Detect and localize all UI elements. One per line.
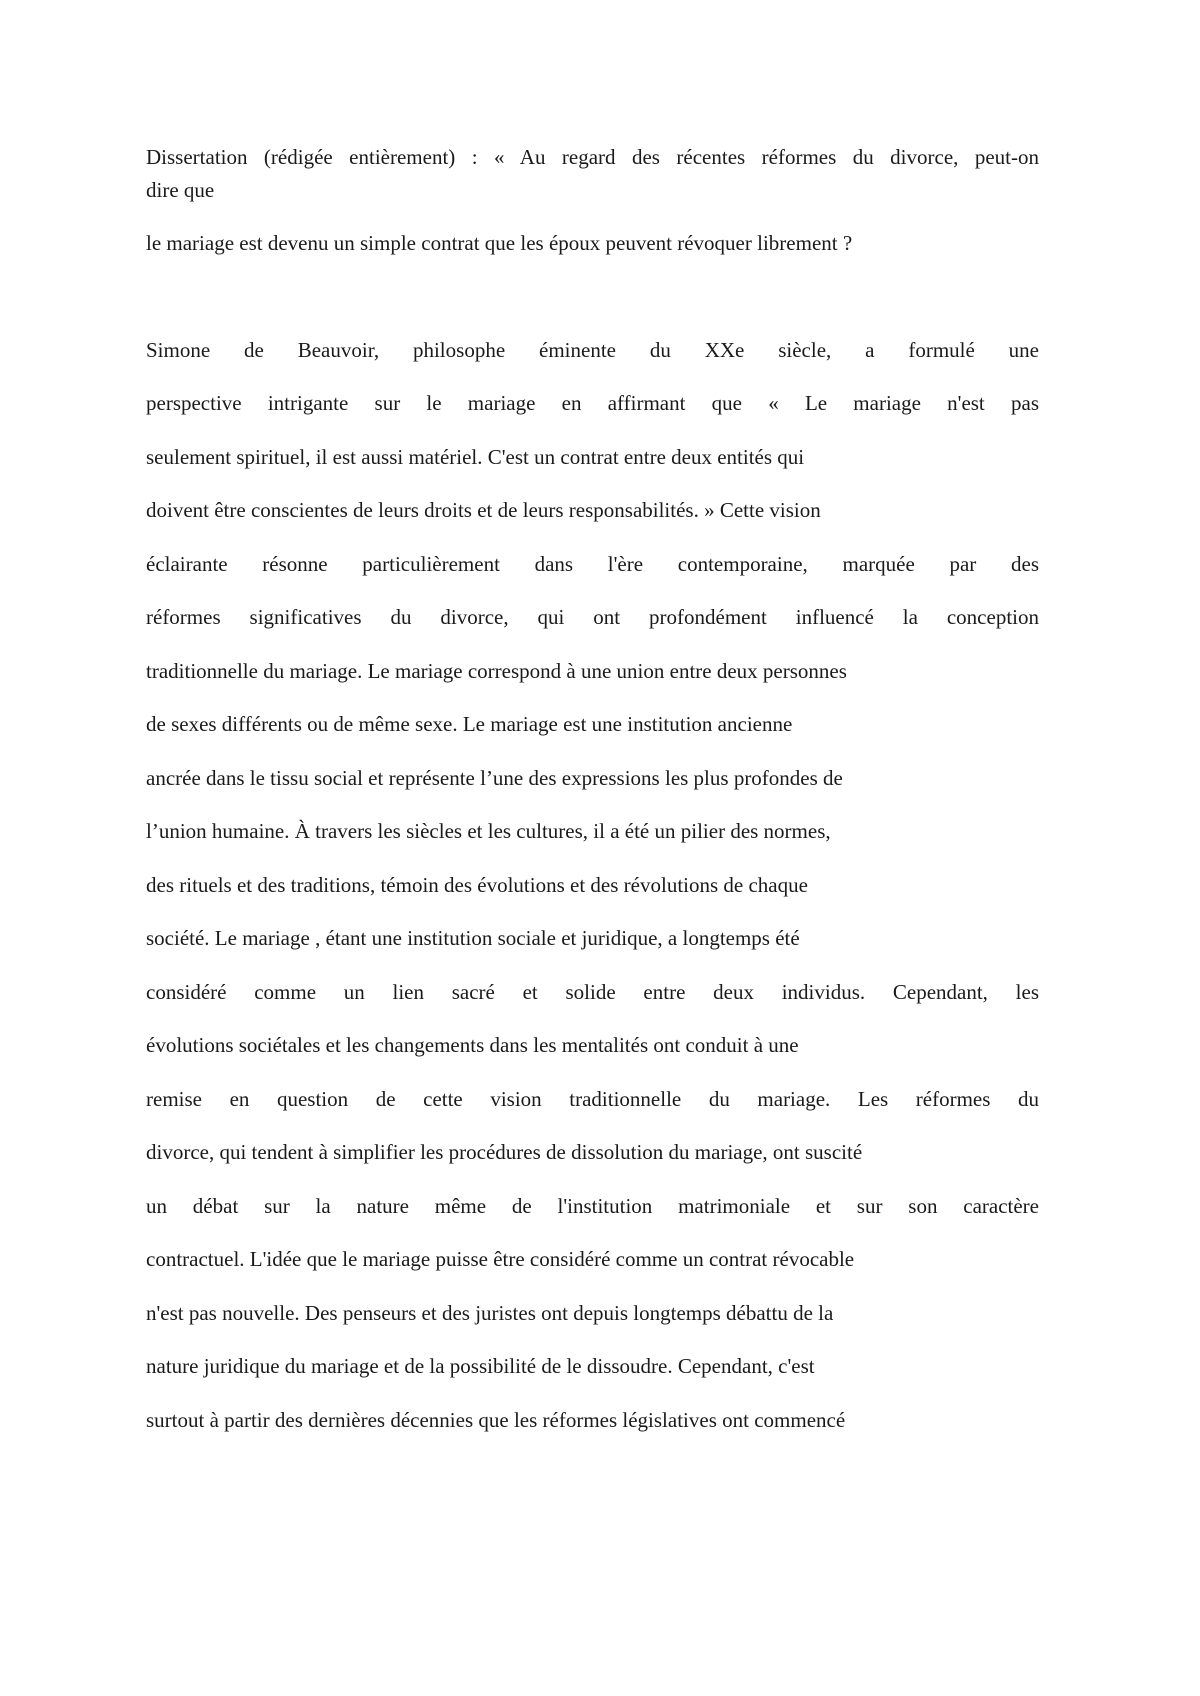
body-line: contractuel. L'idée que le mariage puisse être considéré comme un contrat révocable — [146, 1247, 855, 1271]
body-line: société. Le mariage , étant une institution sociale et juridique, a longtemps été — [146, 926, 800, 950]
body-line: perspective intrigante sur le mariage en affirmant que « Le mariage n'est pas — [146, 391, 1039, 415]
body-line: des rituels et des traditions, témoin des évolutions et des révolutions de chaque — [146, 873, 808, 897]
title-line: dire que — [146, 178, 215, 202]
body-line: un débat sur la nature même de l'institution matrimoniale et sur son caractère — [146, 1194, 1039, 1218]
body-line: éclairante résonne particulièrement dans l'ère contemporaine, marquée par des — [146, 552, 1039, 576]
body-line: surtout à partir des dernières décennies que les réformes législatives ont commencé — [146, 1408, 846, 1432]
body-line: considéré comme un lien sacré et solide entre deux individus. Cependant, les — [146, 980, 1039, 1004]
body-line: doivent être conscientes de leurs droits et de leurs responsabilités. » Cette vision — [146, 498, 821, 522]
body-line: n'est pas nouvelle. Des penseurs et des juristes ont depuis longtemps débattu de la — [146, 1301, 834, 1325]
body-line: évolutions sociétales et les changements dans les mentalités ont conduit à une — [146, 1033, 799, 1057]
body-line: remise en question de cette vision traditionnelle du mariage. Les réformes du — [146, 1087, 1039, 1111]
body-line: traditionnelle du mariage. Le mariage correspond à une union entre deux personnes — [146, 659, 847, 683]
body-line: réformes significatives du divorce, qui ont profondément influencé la conception — [146, 605, 1039, 629]
title-line: Dissertation (rédigée entièrement) : « Au regard des récentes réformes du divorce, peut-on — [146, 145, 1039, 169]
body-line: Simone de Beauvoir, philosophe éminente du XXe siècle, a formulé une — [146, 338, 1039, 362]
body-line: divorce, qui tendent à simplifier les procédures de dissolution du mariage, ont suscité — [146, 1140, 863, 1164]
body-line: seulement spirituel, il est aussi matériel. C'est un contrat entre deux entités qui — [146, 445, 805, 469]
body-line: l’union humaine. À travers les siècles et les cultures, il a été un pilier des normes, — [146, 819, 831, 843]
body-line: nature juridique du mariage et de la possibilité de le dissoudre. Cependant, c'est — [146, 1354, 815, 1378]
title-line: le mariage est devenu un simple contrat que les époux peuvent révoquer librement ? — [146, 231, 853, 255]
body-line: ancrée dans le tissu social et représente l’une des expressions les plus profondes de — [146, 766, 843, 790]
body-line: de sexes différents ou de même sexe. Le mariage est une institution ancienne — [146, 712, 793, 736]
